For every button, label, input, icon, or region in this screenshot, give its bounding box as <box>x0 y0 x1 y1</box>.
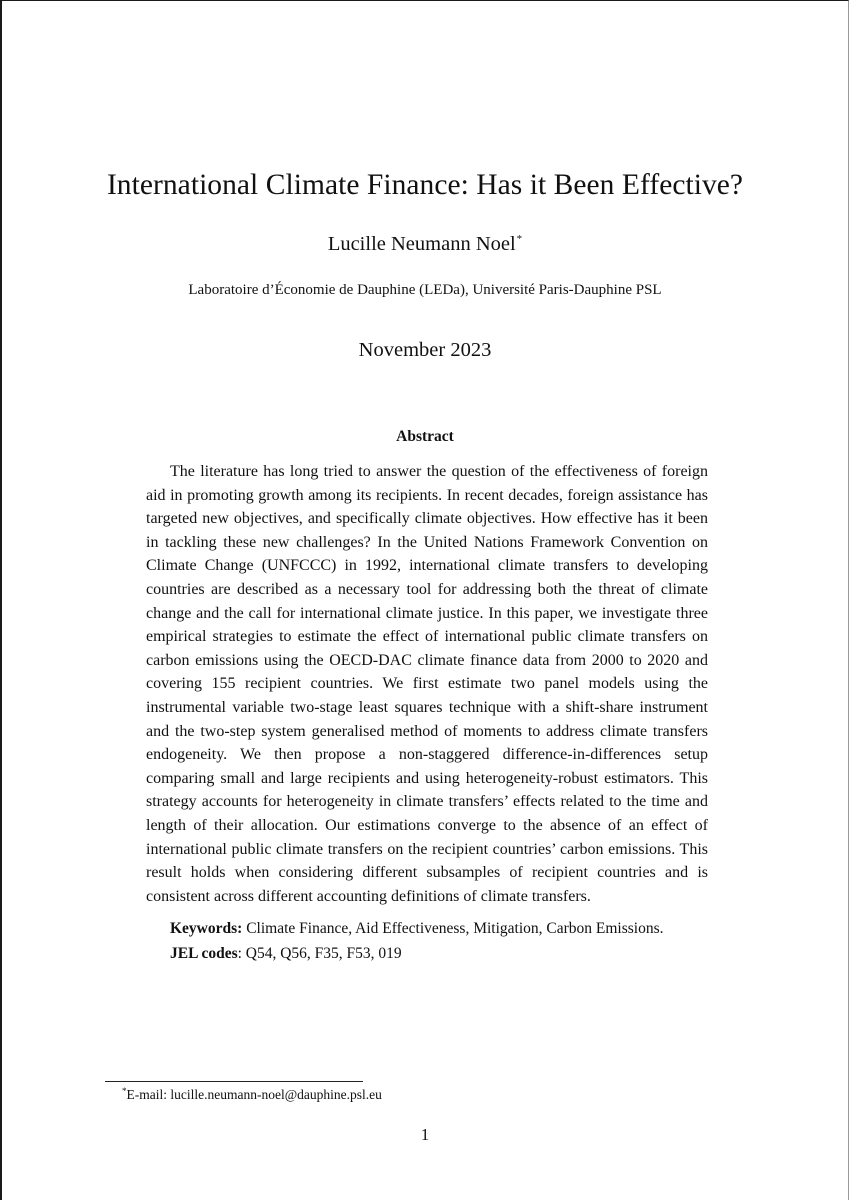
jel-codes-line <box>170 945 402 963</box>
jel-codes-value: : Q54, Q56, F35, F53, 019 <box>237 945 402 962</box>
author-affiliation: Laboratoire d’Économie de Dauphine (LEDa), Université Paris-Dauphine PSL <box>188 282 662 298</box>
publication-date: November 2023 <box>358 339 492 361</box>
keywords-line <box>170 920 664 938</box>
footnote-email: E-mail: lucille.neumann-noel@dauphine.psl.eu <box>126 1087 382 1102</box>
footnote <box>122 1086 382 1103</box>
page-number: 1 <box>420 1125 430 1144</box>
author-name: Lucille Neumann Noel <box>327 233 516 255</box>
author-line <box>2 233 848 256</box>
paper-title: International Climate Finance: Has it Been Effective? <box>106 169 744 201</box>
abstract-heading: Abstract <box>396 428 454 445</box>
footnote-mark: * <box>122 1086 127 1096</box>
keywords-label: Keywords: <box>170 920 243 937</box>
author-footnote-mark: * <box>516 233 523 245</box>
jel-codes-label: JEL codes <box>170 945 238 962</box>
footnote-rule <box>105 1081 363 1082</box>
keywords-value: Climate Finance, Aid Effectiveness, Mitigation, Carbon Emissions. <box>246 920 664 937</box>
abstract-body: The literature has long tried to answer the question of the effectiveness of foreign aid in promoting growth among its recipients. In recent decades, foreign assistance has targeted new objectives, and specifically climate objectives. How effective has it been in tackling these new challenges? In the United Nations Framework Convention on Climate Change (UNFCCC) in 1992, international climate transfers to developing countries are described as a necessary tool for addressing both the threat of climate change and the call for international climate justice. In this paper, we investigate three empirical strategies to estimate the effect of international public climate transfers on carbon emissions using the OECD-DAC climate finance data from 2000 to 2020 and covering 155 recipient countries. We first estimate two panel models using the instrumental variable two-stage least squares technique with a shift-share instrument and the two-step system generalised method of moments to address climate transfers endogeneity. We then propose a non-staggered difference-in-differences setup comparing small and large recipients and using heterogeneity-robust estimators. This strategy accounts for heterogeneity in climate transfers’ effects related to the time and length of their allocation. Our estimations converge to the absence of an effect of international public climate transfers on the recipient countries’ carbon emissions. This result holds when considering different subsamples of recipient countries and is consistent across different accounting definitions of climate transfers. <box>146 463 708 905</box>
